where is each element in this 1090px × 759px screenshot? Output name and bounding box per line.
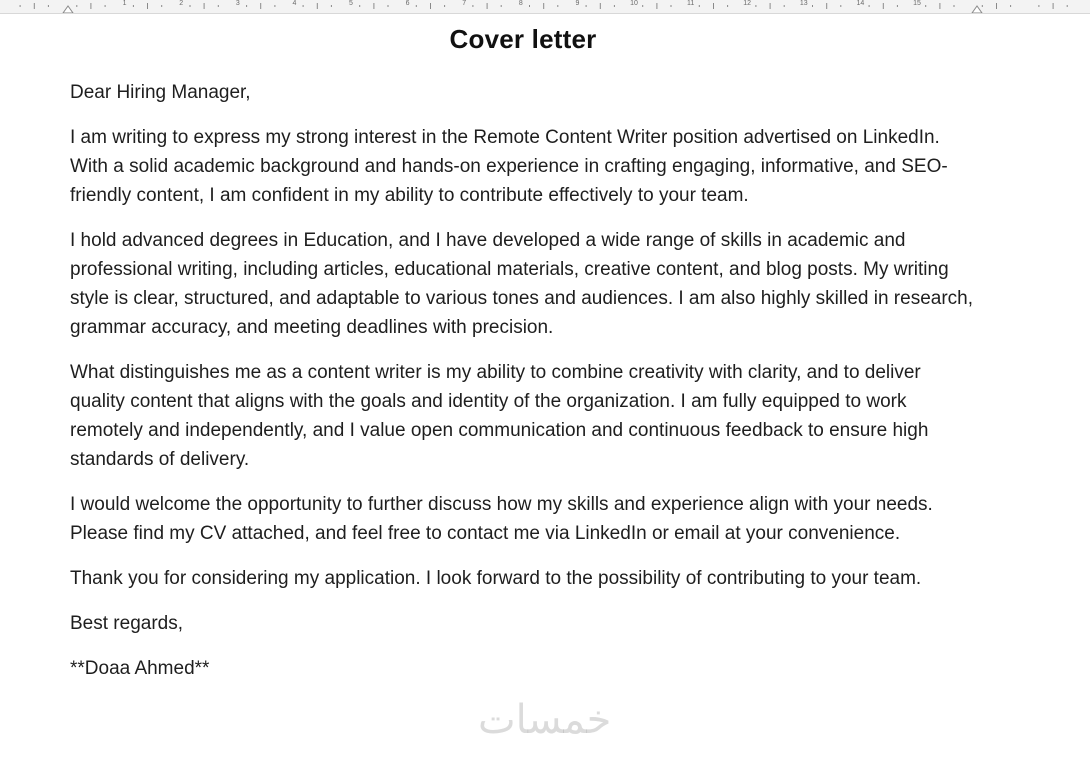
ruler-number: 15 — [913, 0, 921, 7]
ruler-number: 6 — [405, 0, 410, 7]
document-title: Cover letter — [449, 24, 597, 54]
ruler-number: 8 — [518, 0, 523, 7]
ruler-number: 14 — [856, 0, 865, 7]
ruler-number: 1 — [122, 0, 127, 7]
ruler-number: 2 — [179, 0, 184, 7]
ruler-number: 4 — [292, 0, 297, 7]
left-indent-marker[interactable] — [63, 6, 73, 13]
ruler-number: 9 — [575, 0, 580, 7]
right-indent-marker[interactable] — [972, 6, 982, 13]
closing: Best regards, — [70, 613, 183, 634]
signature: **Doaa Ahmed** — [70, 658, 210, 679]
paragraph-distinguishes: What distinguishes me as a content writer is my ability to combine creativity with clarity, and to deliver quality content that aligns with the goals and identity of the organization. I am fully equipped to work remotely and independently, and I value open communication and continuous feedback to ensure high standards of delivery. — [70, 362, 929, 470]
ruler-ticks — [0, 0, 1090, 13]
ruler-number: 11 — [686, 0, 695, 7]
ruler-number: 5 — [349, 0, 353, 7]
paragraph-interest: I am writing to express my strong interest in the Remote Content Writer position advertised on LinkedIn. With a solid academic background and hands-on experience in crafting engaging, informative, and SEO-friendly content, I am confident in my ability to contribute effectively to your team. — [70, 127, 948, 206]
paragraph-skills: I hold advanced degrees in Education, and I have developed a wide range of skills in academic and professional writing, including articles, educational materials, creative content, and blog posts. My writing style is clear, structured, and adaptable to various tones and audiences. I am also highly skilled in research, grammar accuracy, and meeting deadlines with precision. — [70, 230, 974, 338]
document-page[interactable] — [0, 14, 1090, 759]
salutation: Dear Hiring Manager, — [70, 82, 251, 103]
paragraph-thanks: Thank you for considering my application. I look forward to the possibility of contributing to your team. — [70, 568, 922, 589]
ruler-number: 13 — [799, 0, 808, 7]
ruler-number: 7 — [462, 0, 467, 7]
ruler-number: 12 — [743, 0, 752, 7]
watermark-logo: خمسات — [478, 697, 612, 743]
letter-body[interactable] — [70, 78, 975, 683]
paragraph-welcome: I would welcome the opportunity to further discuss how my skills and experience align with your needs. Please find my CV attached, and feel free to contact me via LinkedIn or email at your convenience. — [70, 494, 933, 544]
ruler-number: 3 — [235, 0, 240, 7]
horizontal-ruler[interactable] — [0, 0, 1090, 14]
ruler-number: 10 — [630, 0, 638, 7]
